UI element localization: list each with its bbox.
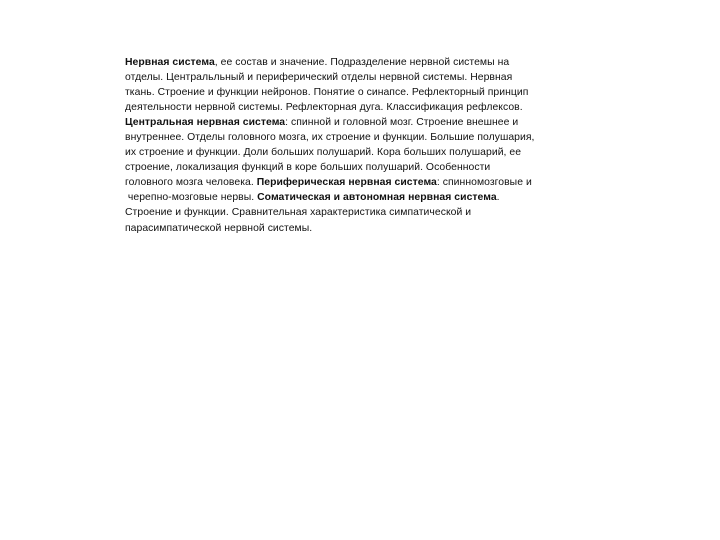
text-segment: строение, локализация функций в коре больших полушарий. Особенности	[125, 162, 491, 174]
text-line	[125, 160, 603, 175]
text-line	[125, 221, 603, 236]
text-line	[125, 130, 603, 145]
text-line	[125, 85, 603, 100]
text-segment: : спинной и головной мозг. Строение внешнее и	[285, 117, 519, 129]
text-line	[125, 205, 603, 220]
text-segment: деятельности нервной системы. Рефлекторная дуга. Классификация рефлексов.	[125, 102, 523, 114]
text-line	[125, 190, 603, 205]
text-line	[125, 55, 603, 70]
text-segment: Строение и функции. Сравнительная характеристика симпатической и	[125, 207, 472, 219]
text-segment: отделы. Центральльный и периферический отделы нервной системы. Нервная	[125, 72, 513, 84]
bold-term: Нервная система	[125, 57, 215, 68]
bold-term: Периферическая нервная система	[256, 177, 437, 189]
text-line	[125, 145, 603, 160]
text-segment: черепно-мозговые нервы.	[125, 192, 258, 204]
text-segment: ткань. Строение и функции нейронов. Понятие о синапсе. Рефлекторный принцип	[125, 87, 529, 99]
text-line	[125, 115, 603, 130]
text-segment: .	[496, 192, 500, 204]
bold-term: Центральная нервная система	[125, 117, 286, 129]
text-segment: их строение и функции. Доли больших полушарий. Кора больших полушарий, ее	[125, 147, 522, 159]
text-segment: парасимпатической нервной системы.	[125, 222, 313, 234]
text-line	[125, 175, 603, 190]
syllabus-text	[125, 55, 603, 236]
text-segment: головного мозга человека.	[125, 177, 257, 189]
text-segment: внутреннее. Отделы головного мозга, их строение и функции. Большие полушария,	[125, 132, 535, 144]
bold-term: Соматическая и автономная нервная система	[257, 192, 497, 204]
text-line	[125, 100, 603, 115]
text-line	[125, 70, 603, 85]
text-segment: , ее состав и значение. Подразделение нервной системы на	[214, 57, 510, 68]
text-segment: : спинномозговые и	[436, 177, 532, 189]
